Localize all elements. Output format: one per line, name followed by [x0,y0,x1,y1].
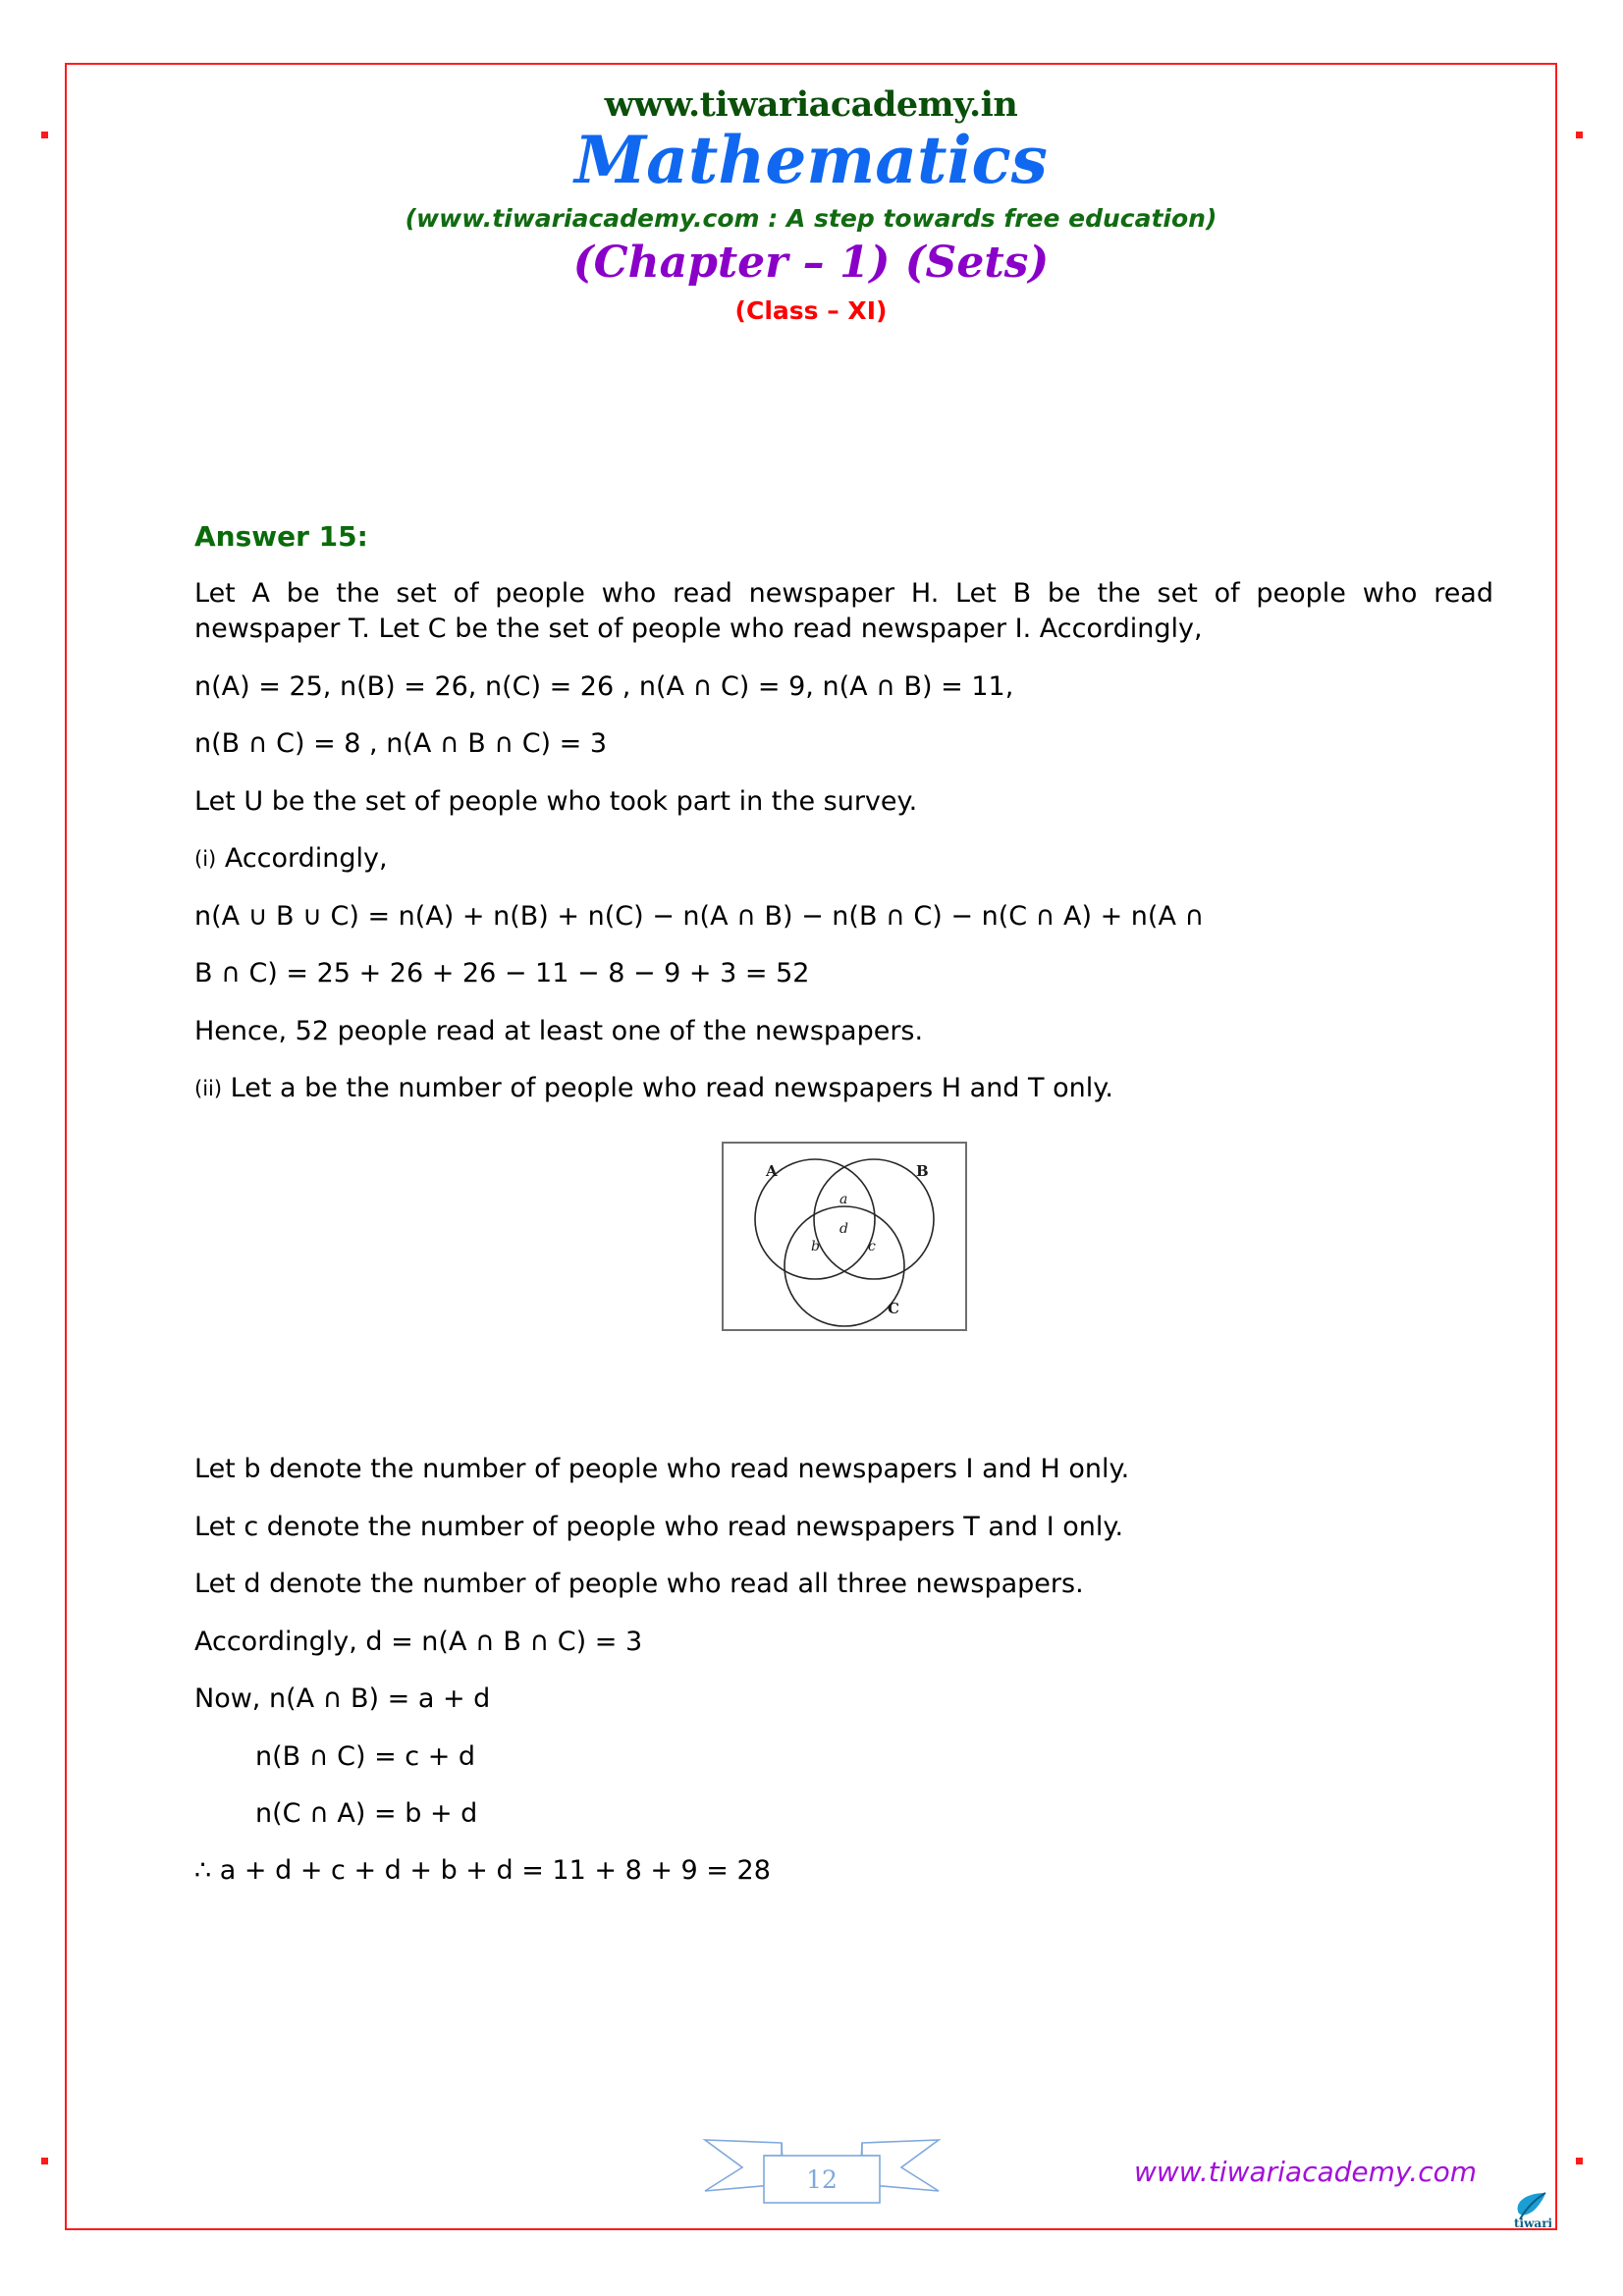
venn-region-b: b [810,1239,820,1255]
venn-region-a: a [839,1192,847,1208]
union-formula-line-1: n(A ∪ B ∪ C) = n(A) + n(B) + n(C) − n(A ∩ B) − n(B ∩ C) − n(C ∩ A) + n(A ∩ [194,900,1205,932]
definition-d: Let d denote the number of people who read all three newspapers. [194,1569,1084,1600]
part-ii-text: Let a be the number of people who read newspapers H and T only. [230,1072,1113,1103]
logo-text: tiwari [1514,2216,1551,2230]
venn-region-c: c [867,1239,876,1255]
venn-label-c: C [887,1300,899,1318]
part-i-text: Accordingly, [224,843,388,875]
paragraph-universal-set: Let U be the set of people who took part in the survey. [194,785,918,817]
given-values-line-1: n(A) = 25, n(B) = 26, n(C) = 26 , n(A ∩ C) = 9, n(A ∩ B) = 11, [194,670,1014,702]
part-i-marker: (i) [194,847,217,872]
header-class-label: (Class – XI) [734,296,888,326]
page-number-text: 12 [806,2165,838,2194]
corner-dot-top-right [1576,132,1583,138]
paragraph-definitions: Let A be the set of people who read newspaper H. Let B be the set of people who read newspaper T. Let C be the set of people who read newspaper I. Accordingly, [194,578,1493,645]
equation-a-plus-d: Now, n(A ∩ B) = a + d [194,1683,491,1715]
conclusion-at-least-one: Hence, 52 people read at least one of the newspapers. [194,1015,924,1046]
header-subject-title: Mathematics [574,121,1048,198]
page-number-banner [699,2132,945,2220]
equation-final-sum: ∴ a + d + c + d + b + d = 11 + 8 + 9 = 28 [194,1855,771,1887]
tiwari-academy-logo [1506,2192,1551,2233]
answer-content [194,520,1493,1911]
value-of-d: Accordingly, d = n(A ∩ B ∩ C) = 3 [194,1626,643,1657]
definition-b: Let b denote the number of people who read newspapers I and H only. [194,1454,1130,1485]
logo-svg [1506,2192,1551,2233]
header-chapter-title: (Chapter – 1) (Sets) [572,237,1050,288]
part-ii-marker: (ii) [194,1076,223,1100]
ribbon-fold-right [862,2143,880,2156]
banner-ribbon-svg [699,2132,945,2220]
corner-dot-top-left [41,132,48,138]
part-i-line [194,841,1493,877]
footer-site-url: www.tiwariacademy.com [1134,2156,1478,2188]
corner-dot-bottom-right [1576,2158,1583,2164]
union-formula-line-2: B ∩ C) = 25 + 26 + 26 − 11 − 8 − 9 + 3 = 52 [194,958,810,989]
answer-heading: Answer 15: [194,520,368,553]
definition-c: Let c denote the number of people who read newspapers T and I only. [194,1511,1124,1542]
venn-diagram-figure [194,1128,1493,1422]
given-values-line-2: n(B ∩ C) = 8 , n(A ∩ B ∩ C) = 3 [194,728,608,760]
header-site-url: www.tiwariacademy.in [604,84,1018,125]
ribbon-fold-left [764,2143,782,2156]
part-ii-line [194,1071,1493,1106]
header-tagline: (www.tiwariacademy.com : A step towards free education) [405,203,1217,233]
venn-diagram-box [722,1142,967,1331]
venn-region-d: d [839,1221,848,1238]
venn-label-a: A [765,1162,778,1181]
venn-diagram-svg [724,1144,965,1329]
corner-dot-bottom-left [41,2158,48,2164]
equation-c-plus-d: n(B ∩ C) = c + d [255,1740,476,1772]
equation-b-plus-d: n(C ∩ A) = b + d [255,1798,478,1829]
venn-label-b: B [915,1162,929,1181]
page-header [65,63,1557,325]
